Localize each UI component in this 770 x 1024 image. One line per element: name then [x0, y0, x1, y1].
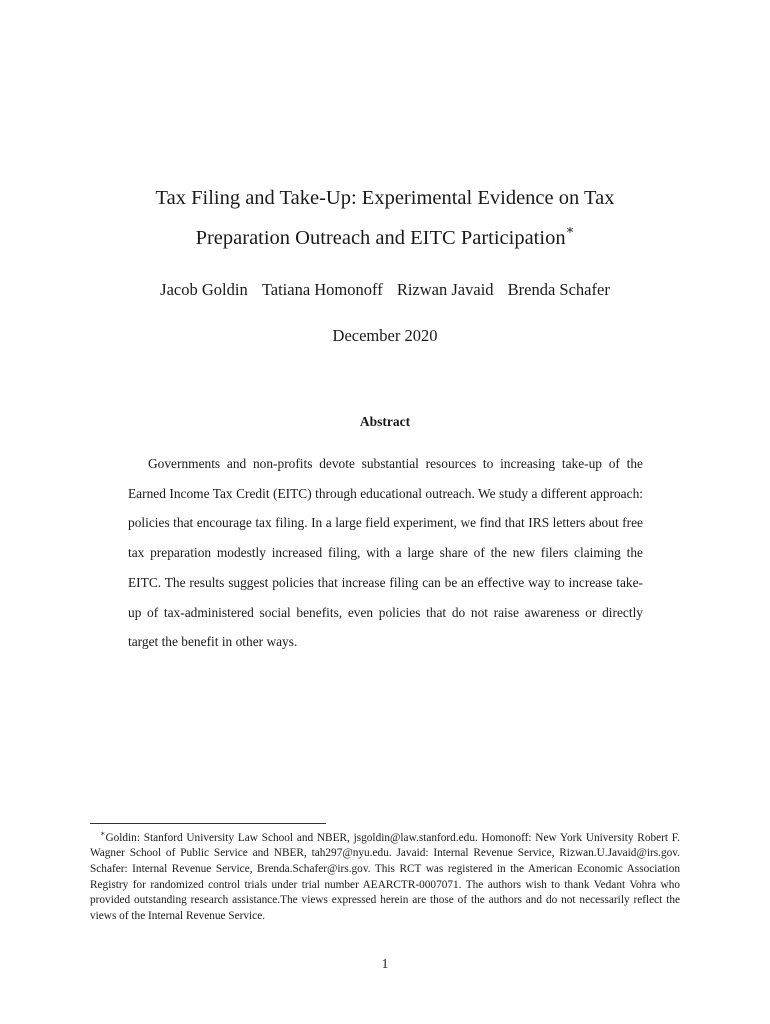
publication-date: December 2020 [332, 326, 438, 345]
footnote-text: Goldin: Stanford University Law School and NBER, jsgoldin@law.stanford.edu. Homonoff: New York University Robert F. Wagner School of Public Service and NBER, tah297@nyu.edu. Javaid: Internal Revenue Service, Rizwan.U.Javaid@irs.gov. Schafer: Internal Revenue Service, Brenda.Schafer@irs.gov. This RCT was registered in the American Economic Association Registry for randomized control trials under trial number AEARCTR-0007071. The authors wish to thank Vedant Vohra who provided outstanding research assistance.The views expressed herein are those of the authors and do not necessarily reflect the views of the Internal Revenue Service. [90, 831, 680, 922]
author-javaid: Rizwan Javaid [396, 280, 494, 299]
author-list [80, 280, 690, 300]
title-line-1: Tax Filing and Take-Up: Experimental Evidence on Tax [155, 187, 615, 209]
abstract-heading: Abstract [359, 414, 411, 429]
author-schafer: Brenda Schafer [507, 280, 610, 299]
paper-title [90, 181, 680, 255]
footnote-divider [90, 823, 326, 824]
abstract-body: Governments and non-profits devote substantial resources to increasing take-up of the Earned Income Tax Credit (EITC) through educational outreach. We study a different approach: policies that encourage tax filing. In a large field experiment, we find that IRS letters about free tax preparation modestly increased filing, with a large share of the new filers claiming the EITC. The results suggest policies that increase filing can be an effective way to increase take-up of tax-administered social benefits, even policies that do not raise awareness or directly target the benefit in other ways. [128, 456, 643, 650]
author-footnote [90, 826, 680, 924]
author-goldin: Jacob Goldin [160, 280, 248, 299]
title-line-2-text: Preparation Outreach and EITC Participation [195, 226, 566, 249]
page-number: 1 [381, 956, 389, 971]
title-footnote-mark: ∗ [565, 222, 575, 237]
footnote-mark: ∗ [100, 829, 106, 838]
title-line-2 [90, 215, 680, 255]
author-homonoff: Tatiana Homonoff [261, 280, 383, 299]
